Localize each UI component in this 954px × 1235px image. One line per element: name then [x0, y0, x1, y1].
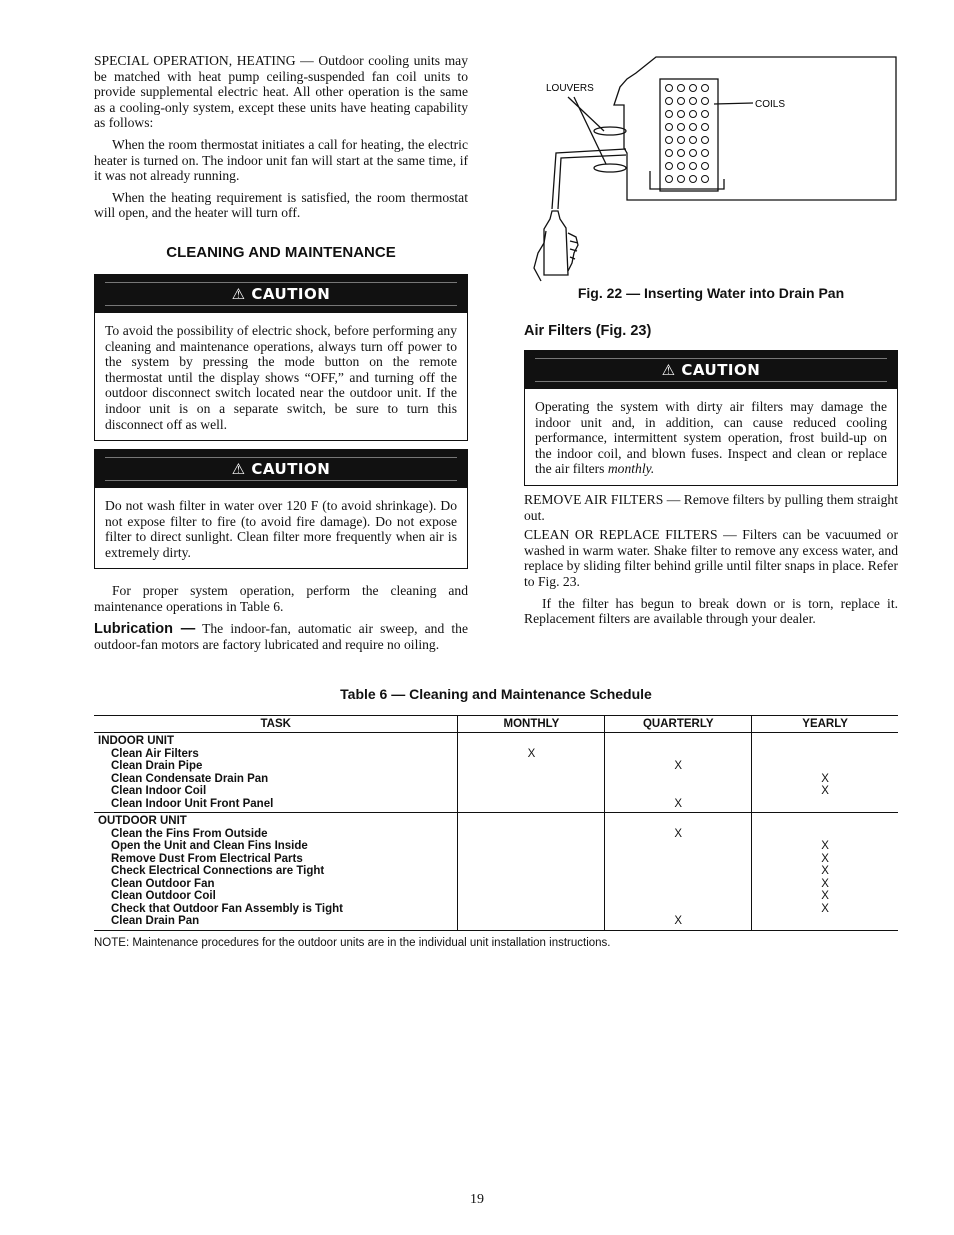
filter-torn-paragraph: If the filter has begun to break down or is torn, replace it. Replacement filters are available through your dealer. — [524, 595, 898, 627]
mark: X — [821, 852, 829, 865]
mark — [458, 865, 604, 878]
task-item: Clean Outdoor Coil — [111, 890, 216, 902]
caution-text: Do not wash filter in water over 120 F (to avoid shrinkage). Do not expose filter to fire (to avoid fire damage). Do not expose filter to direct sunlight. Clean filter more frequently when air is extremely dirty. — [105, 498, 457, 560]
mark — [458, 773, 604, 786]
mark — [458, 903, 604, 916]
mark — [605, 890, 751, 903]
clean-filters-paragraph: CLEAN OR REPLACE FILTERS — Filters can be vacuumed or washed in warm water. Shake filter to remove any excess water, and replace by sliding filter behind grille until filter snaps in place. Refer to Fig. 23. — [524, 527, 898, 589]
task-item: Check that Outdoor Fan Assembly is Tight — [111, 902, 343, 915]
caution-title: CAUTION — [681, 361, 761, 379]
mark — [605, 878, 751, 891]
mark: X — [821, 902, 829, 915]
mark — [605, 865, 751, 878]
table-header-row — [94, 716, 898, 733]
yearly-column — [752, 733, 898, 813]
task-item: Clean Outdoor Fan — [111, 877, 215, 890]
caution-title: CAUTION — [251, 284, 331, 303]
coils-label: COILS — [755, 99, 786, 110]
mark — [752, 748, 898, 761]
task-item: Clean Indoor Unit Front Panel — [111, 797, 274, 810]
mark — [752, 915, 898, 928]
task-item: Clean Drain Pipe — [111, 760, 203, 772]
mark — [605, 853, 751, 866]
group-name: INDOOR UNIT — [98, 735, 175, 747]
quarterly-column — [605, 813, 752, 931]
mark — [458, 853, 604, 866]
mark — [752, 798, 898, 811]
mark — [458, 890, 604, 903]
mark: X — [821, 877, 829, 890]
quarterly-column — [605, 733, 752, 813]
task-item: Clean Drain Pan — [111, 915, 200, 927]
header-yearly: YEARLY — [752, 716, 898, 733]
mark: X — [821, 785, 829, 797]
mark: X — [674, 827, 683, 840]
mark — [752, 760, 898, 773]
task-item: Open the Unit and Clean Fins Inside — [111, 840, 308, 852]
maintenance-table — [94, 715, 898, 931]
heating-satisfied-paragraph: When the heating requirement is satisfied, the room thermostat will open, and the heater will turn off. — [94, 189, 468, 221]
mark — [605, 903, 751, 916]
mark: X — [674, 797, 683, 810]
section-title: CLEANING AND MAINTENANCE — [166, 243, 396, 261]
left-column — [94, 53, 468, 653]
mark — [605, 748, 751, 761]
mark — [458, 828, 604, 841]
task-item: Check Electrical Connections are Tight — [111, 865, 325, 877]
mark — [458, 915, 604, 928]
figure-caption: Fig. 22 — Inserting Water into Drain Pan — [577, 285, 845, 301]
mark: X — [821, 865, 829, 877]
monthly-column — [458, 733, 605, 813]
remove-filters-paragraph: REMOVE AIR FILTERS — Remove filters by pulling them straight out. — [524, 491, 898, 523]
header-task: TASK — [94, 716, 458, 733]
table-note: NOTE: Maintenance procedures for the outdoor units are in the individual unit installation instructions. — [94, 936, 611, 949]
mark — [605, 840, 751, 853]
task-item: Clean the Fins From Outside — [111, 827, 268, 840]
louvers-label: LOUVERS — [546, 83, 594, 94]
table-group-outdoor — [94, 813, 898, 931]
special-operation-paragraph: SPECIAL OPERATION, HEATING — Outdoor cooling units may be matched with heat pump ceiling-suspended fan coil units to provide supplemental electric heat. All other operation is the same as a cooling-only system, except these units have heating capability as follows: — [94, 53, 468, 131]
lubrication-text: The indoor-fan, automatic air sweep, and the outdoor-fan motors are factory lubricated and require no oiling. — [94, 620, 468, 653]
task-item: Clean Indoor Coil — [111, 785, 207, 797]
mark — [605, 773, 751, 786]
mark — [458, 785, 604, 798]
right-column — [524, 53, 898, 627]
table-group-indoor — [94, 733, 898, 813]
caution-text: Operating the system with dirty air filters may damage the indoor unit and, in addition, can cause reduced cooling performance, intermittent system operation, frost build-up on the indoor coil, and blown fuses. Inspect and clean or replace the air filters monthly. — [535, 399, 887, 477]
mark: X — [821, 890, 829, 902]
group-name: OUTDOOR UNIT — [98, 815, 187, 827]
task-item: Clean Air Filters — [111, 747, 199, 760]
caution-text: To avoid the possibility of electric shock, before performing any cleaning and maintenance operations, always turn off power to the system by pressing the mode button on the remote thermostat until the display shows “OFF,” and turning off the outdoor disconnect switch located near the outdoor unit. If the indoor unit is on a separate switch, be sure to turn this disconnect off as well. — [105, 322, 457, 432]
table-title: Table 6 — Cleaning and Maintenance Schedule — [340, 686, 652, 702]
mark — [752, 828, 898, 841]
task-item: Remove Dust From Electrical Parts — [111, 852, 303, 865]
warning-triangle-icon: ⚠ — [661, 361, 676, 379]
mark — [458, 798, 604, 811]
air-filters-heading: Air Filters (Fig. 23) — [524, 323, 652, 339]
page-number: 19 — [470, 1192, 484, 1207]
caution-box-air-filters — [524, 350, 898, 486]
warning-triangle-icon: ⚠ — [231, 460, 246, 479]
header-quarterly: QUARTERLY — [605, 716, 752, 733]
mark: X — [674, 915, 683, 927]
heating-call-paragraph: When the room thermostat initiates a call for heating, the electric heater is turned on. The indoor unit fan will start at the same time, if it was not already running. — [94, 136, 468, 184]
header-monthly: MONTHLY — [458, 716, 605, 733]
maintenance-table-section — [94, 686, 898, 949]
mark — [458, 878, 604, 891]
mark: X — [821, 772, 829, 785]
mark: X — [527, 747, 536, 760]
yearly-column — [752, 813, 898, 931]
mark — [458, 840, 604, 853]
caution-box-shock — [94, 274, 468, 441]
lubrication-heading: Lubrication — — [94, 620, 196, 637]
drain-pan-figure — [524, 53, 898, 283]
monthly-column — [458, 813, 605, 931]
mark — [458, 760, 604, 773]
mark: X — [821, 840, 829, 852]
mark: X — [674, 760, 683, 772]
proper-operation-paragraph: For proper system operation, perform the cleaning and maintenance operations in Table 6. — [94, 583, 468, 615]
caution-box-filter — [94, 449, 468, 569]
caution-title: CAUTION — [251, 460, 331, 479]
mark — [605, 785, 751, 798]
lubrication-paragraph — [94, 621, 468, 653]
warning-triangle-icon: ⚠ — [231, 284, 246, 303]
task-item: Clean Condensate Drain Pan — [111, 772, 269, 785]
